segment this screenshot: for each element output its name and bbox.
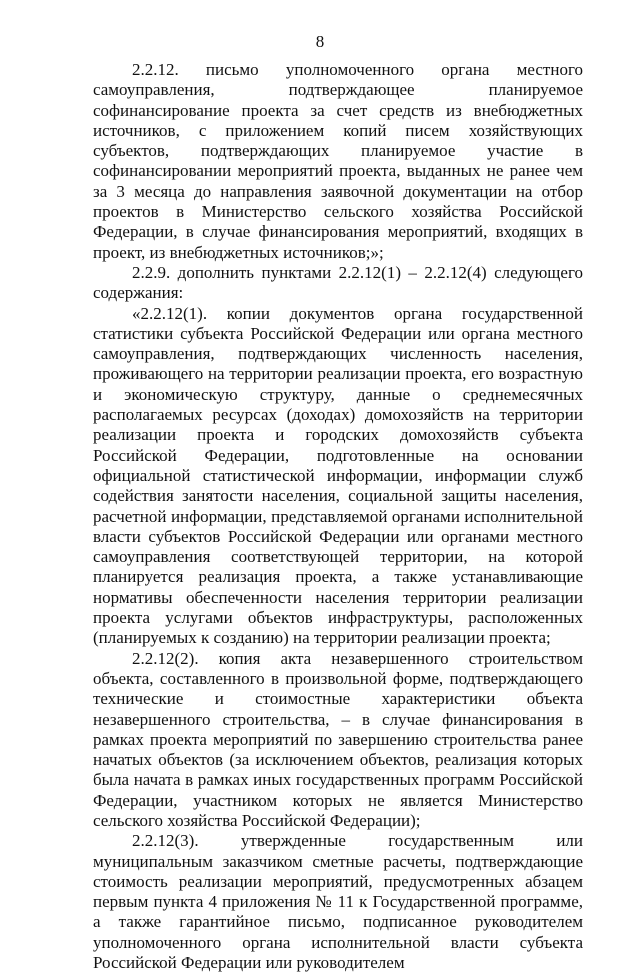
paragraph-2-2-12: 2.2.12. письмо уполномоченного органа местного самоуправления, подтверждающее планируемое софинансирование проекта за счет средств из внебюджетных источников, с приложением копий писем хозяйствующих субъектов, подтверждающих планируемое участие в софинансировании мероприятий проекта, выданных не ранее чем за 3 месяца до направления заявочной документации на отбор проектов в Министерство сельского хозяйства Российской Федерации, в случае финансирования мероприятий, входящих в проект, из внебюджетных источников;»; bbox=[93, 60, 583, 262]
paragraph-2-2-9: 2.2.9. дополнить пунктами 2.2.12(1) – 2.2.12(4) следующего содержания: bbox=[93, 262, 583, 303]
page-number: 8 bbox=[315, 32, 325, 51]
document-body bbox=[93, 60, 583, 973]
paragraph-2-2-12-3: 2.2.12(3). утвержденные государственным или муниципальным заказчиком сметные расчеты, подтверждающие стоимость реализации мероприятий, предусмотренных абзацем первым пункта 4 приложения № 11 к Государственной программе, а также гарантийное письмо, подписанное руководителем уполномоченного органа исполнительной власти субъекта Российской Федерации или руководителем bbox=[93, 831, 583, 973]
paragraph-2-2-12-2: 2.2.12(2). копия акта незавершенного строительством объекта, составленного в произвольной форме, подтверждающего технические и стоимостные характеристики объекта незавершенного строительства, – в случае финансирования в рамках проекта мероприятий по завершению строительства ранее начатых объектов (за исключением объектов, реализация которых была начата в рамках иных государственных программ Российской Федерации, участником которых не является Министерство сельского хозяйства Российской Федерации); bbox=[93, 648, 583, 830]
paragraph-2-2-12-1: «2.2.12(1). копии документов органа государственной статистики субъекта Российской Федерации или органа местного самоуправления, подтверждающих численность населения, проживающего на территории реализации проекта, его возрастную и экономическую структуру, данные о среднемесячных располагаемых ресурсах (доходах) домохозяйств на территории реализации проекта и городских домохозяйств субъекта Российской Федерации, подготовленные на основании официальной статистической информации, информации служб содействия занятости населения, социальной защиты населения, расчетной информации, представляемой органами исполнительной власти субъектов Российской Федерации или органами местного самоуправления соответствующей территории, на которой планируется реализация проекта, а также устанавливающие нормативы обеспеченности населения территории реализации проекта услугами объектов инфраструктуры, расположенных (планируемых к созданию) на территории реализации проекта; bbox=[93, 303, 583, 648]
